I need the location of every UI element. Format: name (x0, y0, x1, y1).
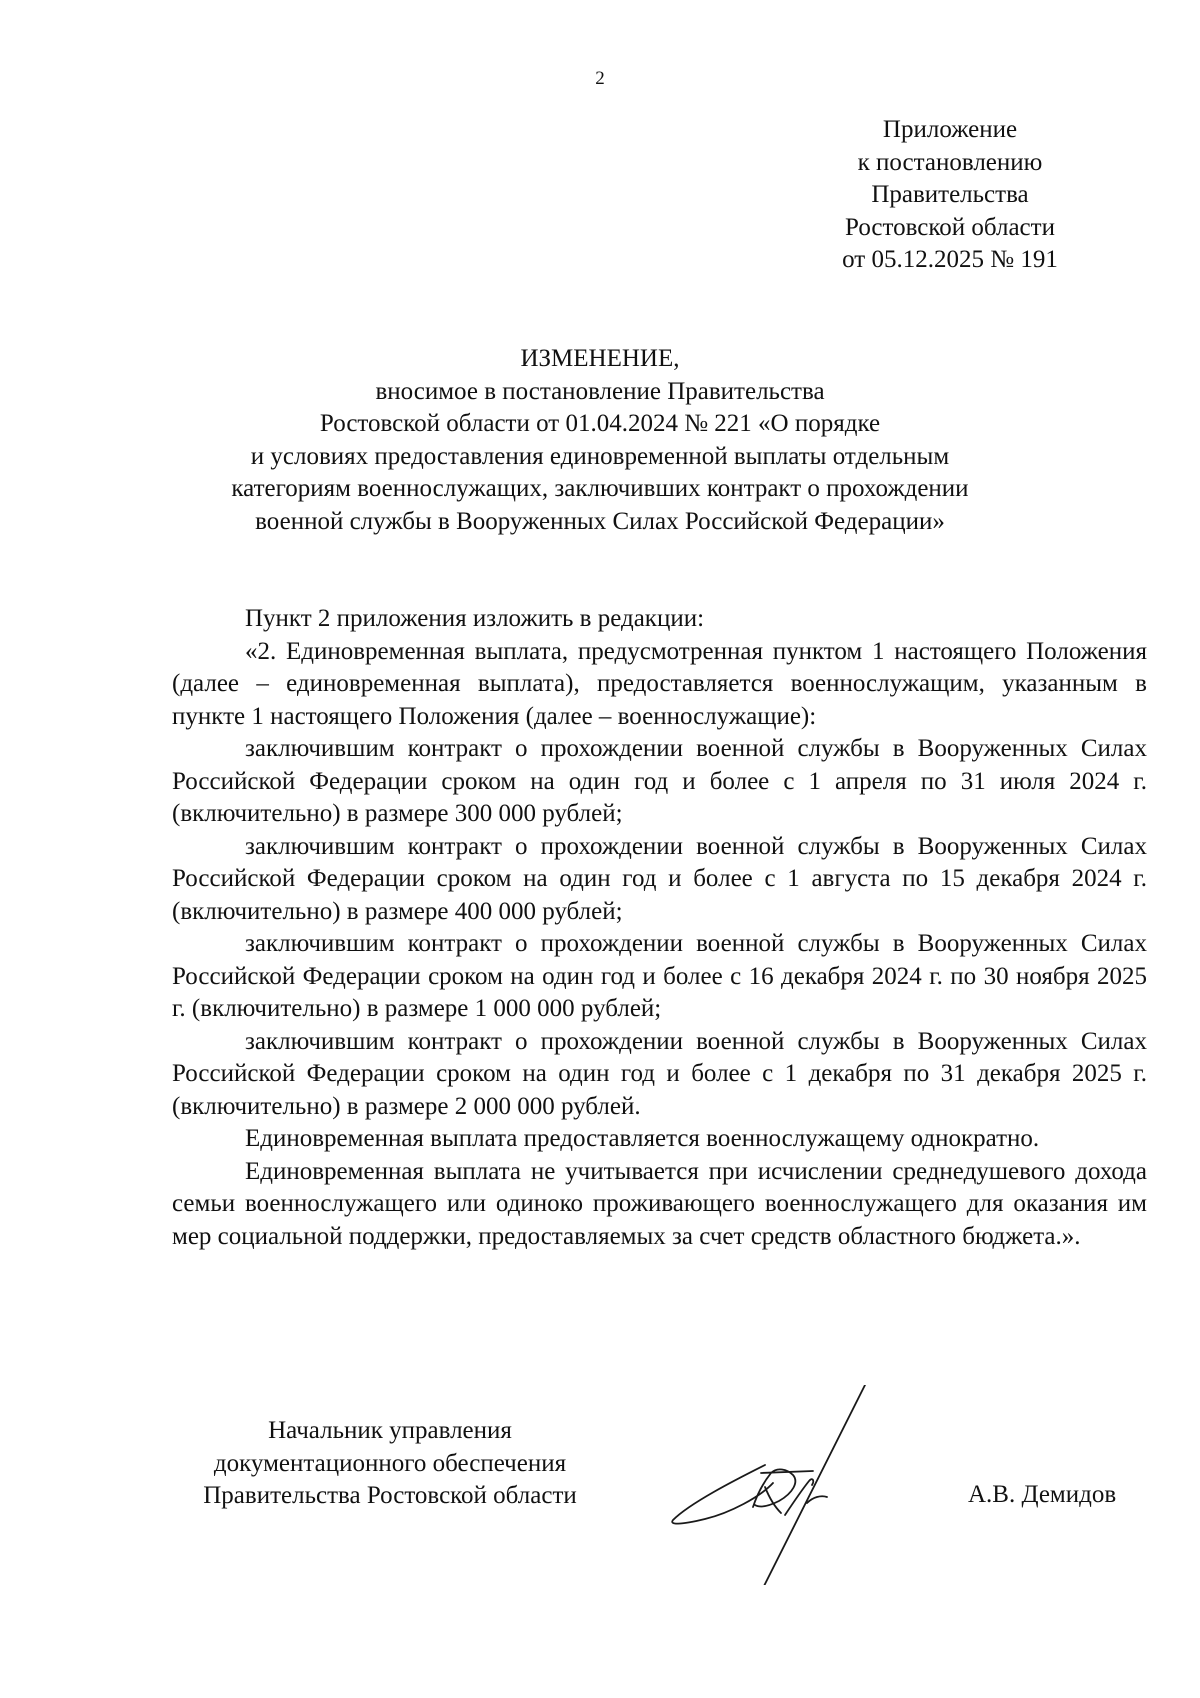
body-paragraph: Пункт 2 приложения изложить в редакции: (245, 605, 705, 632)
signatory-position-line: Начальник управления (268, 1417, 512, 1444)
signatory-position (150, 1415, 630, 1513)
body-paragraph: заключившим контракт о прохождении военной службы в Вооруженных Силах Российской Федерации сроком на один год и более с 1 апреля по 31 июля 2024 г. (включительно) в размере 300 000 рублей; (172, 735, 1147, 827)
page-number: 2 (595, 68, 605, 89)
signatory-position-line: Правительства Ростовской области (203, 1482, 577, 1509)
body-paragraph: заключившим контракт о прохождении военной службы в Вооруженных Силах Российской Федерации сроком на один год и более с 16 декабря 2024 г. по 30 ноября 2025 г. (включительно) в размере 1 000 000 рублей; (172, 930, 1147, 1022)
signatory-position-line: документационного обеспечения (213, 1449, 567, 1477)
signer-name: А.В. Демидов (968, 1481, 1117, 1508)
appendix-line: от 05.12.2025 № 191 (842, 246, 1058, 273)
appendix-line: Правительства (871, 181, 1029, 208)
title-heading: ИЗМЕНЕНИЕ, (520, 345, 680, 372)
body-paragraph: Единовременная выплата не учитывается при исчислении среднедушевого дохода семьи военнослужащего или одиноко проживающего военнослужащего для оказания им мер социальной поддержки, предоставляемых за счет средств областного бюджета.». (172, 1157, 1147, 1250)
appendix-line: Приложение (882, 116, 1018, 143)
title-line: категориям военнослужащих, заключивших контракт о прохождении (231, 475, 969, 502)
title-line: вносимое в постановление Правительства (375, 377, 825, 405)
document-body (172, 603, 1147, 1253)
document-title (150, 343, 1050, 538)
body-paragraph: «2. Единовременная выплата, предусмотренная пунктом 1 настоящего Положения (далее – единовременная выплата), предоставляется военнослужащим, указанным в пункте 1 настоящего Положения (далее – военнослужащие): (172, 637, 1147, 730)
title-line: военной службы в Вооруженных Силах Российской Федерации» (255, 507, 945, 535)
appendix-line: к постановлению (857, 148, 1043, 176)
appendix-block (820, 114, 1080, 277)
body-paragraph: Единовременная выплата предоставляется военнослужащему однократно. (245, 1125, 1040, 1152)
appendix-line: Ростовской области (845, 213, 1055, 241)
body-paragraph: заключившим контракт о прохождении военной службы в Вооруженных Силах Российской Федерации сроком на один год и более с 1 августа по 15 декабря 2024 г. (включительно) в размере 400 000 рублей; (172, 832, 1147, 925)
title-line: Ростовской области от 01.04.2024 № 221 «О порядке (319, 410, 881, 437)
body-paragraph: заключившим контракт о прохождении военной службы в Вооруженных Силах Российской Федерации сроком на один год и более с 1 декабря по 31 декабря 2025 г. (включительно) в размере 2 000 000 рублей. (172, 1027, 1147, 1120)
handwritten-signature (665, 1385, 930, 1585)
title-line: и условиях предоставления единовременной выплаты отдельным (250, 442, 950, 470)
